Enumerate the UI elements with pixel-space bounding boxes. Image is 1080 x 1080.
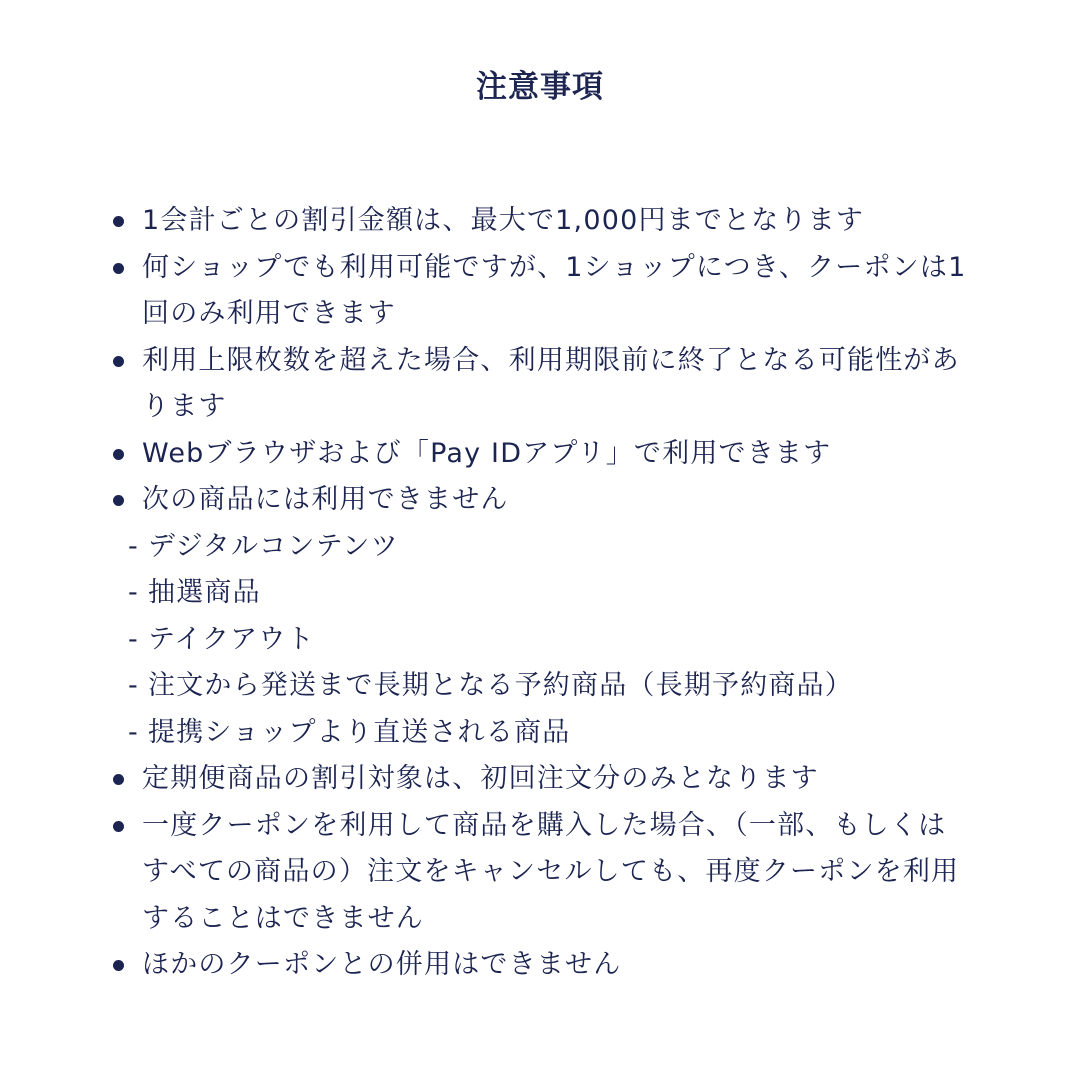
list-item bbox=[0, 198, 1080, 245]
bullet-icon bbox=[113, 774, 124, 785]
bullet-icon bbox=[113, 495, 124, 506]
excluded-text: 抽選商品 bbox=[148, 577, 261, 608]
list-item bbox=[0, 245, 1080, 338]
note-text: 1会計ごとの割引金額は、最大で1,000円までとなります bbox=[142, 205, 865, 236]
note-text: 一度クーポンを利用して商品を購入した場合、（一部、もしくはすべての商品の）注文をキャンセルしても、再度クーポンを利用することはできません bbox=[142, 809, 960, 934]
bullet-icon bbox=[113, 263, 124, 274]
list-item bbox=[0, 431, 1080, 478]
notes-list bbox=[0, 198, 1080, 989]
note-text: 何ショップでも利用可能ですが、1ショップにつき、クーポンは1回のみ利用できます bbox=[142, 251, 967, 329]
bullet-icon bbox=[113, 356, 124, 367]
excluded-item bbox=[0, 710, 1080, 757]
note-text: ほかのクーポンとの併用はできません bbox=[142, 949, 622, 980]
dash-marker: - bbox=[128, 670, 139, 701]
dash-marker: - bbox=[128, 716, 139, 748]
excluded-item bbox=[0, 617, 1080, 664]
bullet-icon bbox=[113, 960, 124, 971]
list-item bbox=[0, 803, 1080, 943]
dash-marker: - bbox=[128, 577, 139, 608]
excluded-item bbox=[0, 524, 1080, 571]
list-item bbox=[0, 477, 1080, 524]
excluded-text: テイクアウト bbox=[148, 623, 315, 655]
excluded-text: デジタルコンテンツ bbox=[148, 530, 399, 562]
bullet-icon bbox=[113, 449, 124, 460]
list-item bbox=[0, 942, 1080, 989]
dash-marker: - bbox=[128, 623, 139, 655]
dash-marker: - bbox=[128, 530, 139, 562]
list-item bbox=[0, 338, 1080, 431]
note-text: 利用上限枚数を超えた場合、利用期限前に終了となる可能性があります bbox=[142, 344, 960, 422]
note-text: 次の商品には利用できません bbox=[142, 484, 509, 515]
bullet-icon bbox=[113, 821, 124, 832]
note-text: Webブラウザおよび「Pay IDアプリ」で利用できます bbox=[142, 437, 832, 469]
bullet-icon bbox=[113, 216, 124, 227]
list-item bbox=[0, 756, 1080, 803]
excluded-text: 提携ショップより直送される商品 bbox=[148, 716, 571, 748]
excluded-item bbox=[0, 663, 1080, 710]
page-title: 注意事項 bbox=[476, 68, 604, 105]
note-text: 定期便商品の割引対象は、初回注文分のみとなります bbox=[142, 763, 819, 794]
excluded-text: 注文から発送まで長期となる予約商品（長期予約商品） bbox=[148, 670, 853, 701]
excluded-item bbox=[0, 570, 1080, 617]
